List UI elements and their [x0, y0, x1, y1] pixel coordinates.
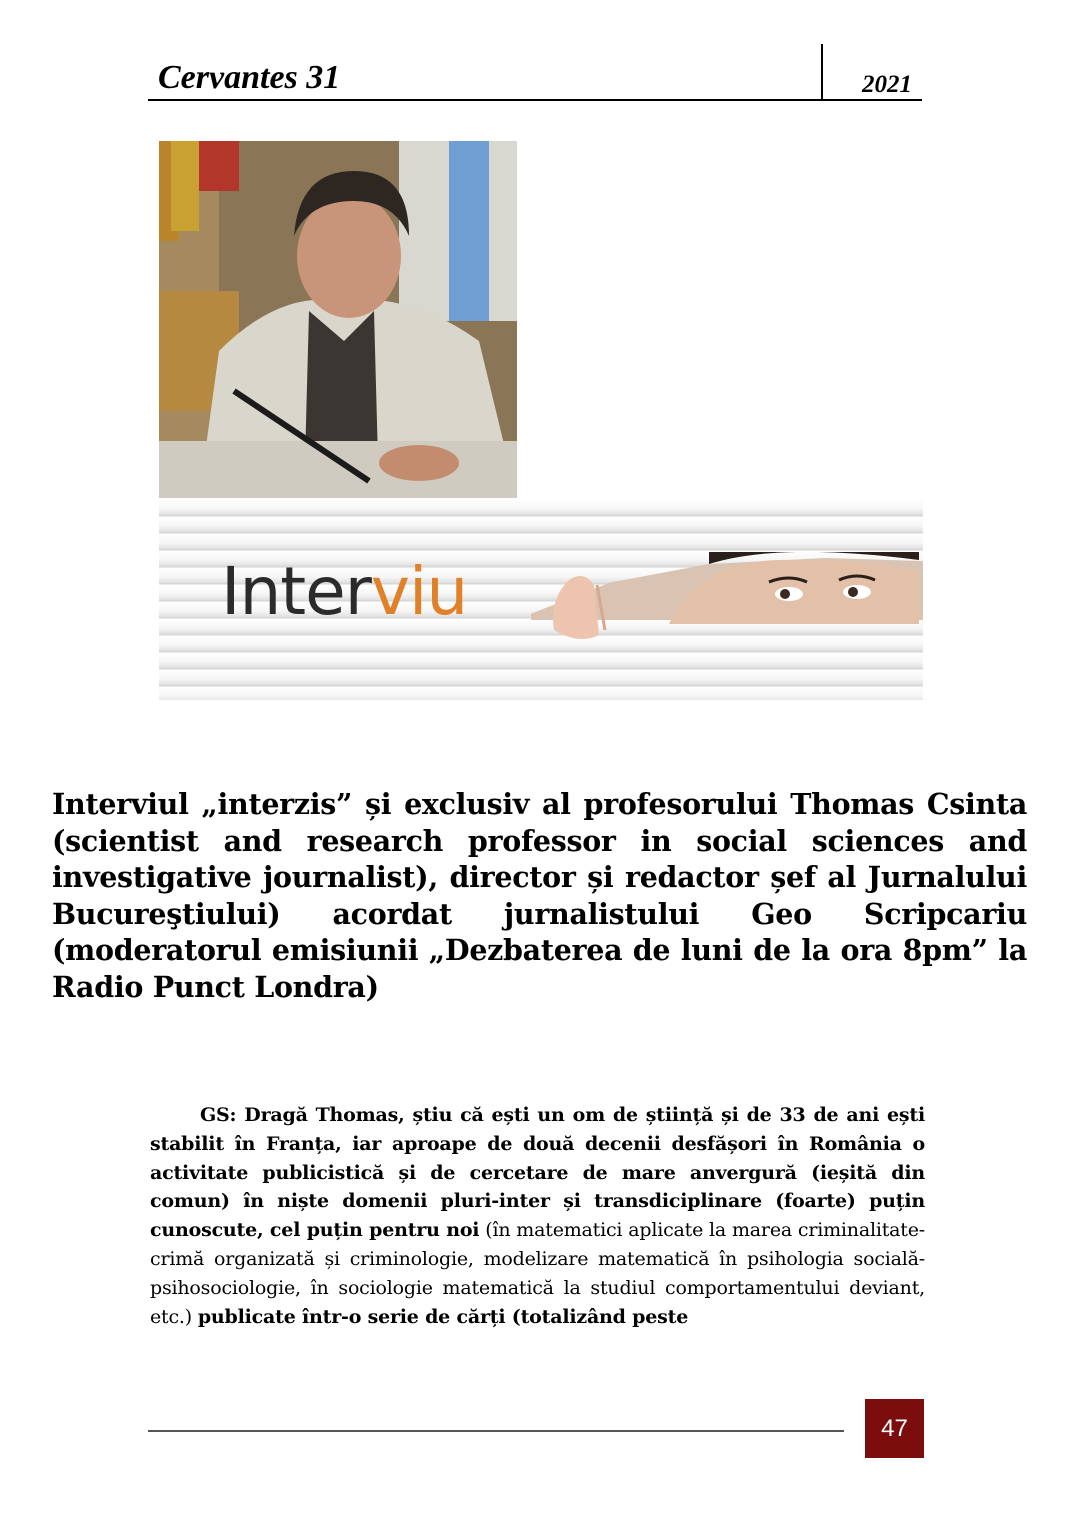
interview-banner: [159, 500, 923, 700]
interviewee-photo: [159, 141, 517, 498]
page-number: 47: [881, 1414, 908, 1442]
question-bold-continuation: publicate într-o serie de cărți (totalizând peste: [197, 1305, 689, 1328]
journal-year: 2021: [862, 71, 912, 98]
article-title: Interviul „interzis” și exclusiv al profesorului Thomas Csinta (scientist and research professor in social sciences and investigative journalist), director și redactor șef al Jurnalului Bucureştiului) acordat jurnalistului Geo Scripcariu (moderatorul emisiunii „Dezbaterea de luni de la ora 8pm” la Radio Punct Londra): [52, 787, 1027, 1004]
portrait-image: [159, 141, 517, 498]
header-divider-vertical: [821, 44, 823, 100]
question-bold-text: GS: Dragă Thomas, știu că ești un om de știință și de 33 de ani ești stabilit în Franța, iar aproape de două decenii desfășori în România o activitate publicistică și de cercetare de mare anvergură (ieșită din comun) în niște domenii pluri-inter și transdiciplinare (foarte) puțin cunoscute, cel puțin pentru noi: [150, 1104, 925, 1242]
hand-image: [539, 560, 629, 650]
peeking-woman-image: [589, 552, 919, 624]
header-divider: [148, 99, 922, 101]
banner-word-interviu: [221, 554, 467, 630]
banner-word-dark: Inter: [221, 553, 371, 630]
question-regular-text: (în matematici aplicate la marea criminalitate-crimă organizată și criminologie, modelizare matematică în psihologia socială-psihosociologie, în sociologie matematică la studiul comportamentului deviant, etc.): [150, 1219, 925, 1328]
page-number-badge: [865, 1399, 924, 1458]
footer-divider: [148, 1430, 844, 1432]
banner-word-accent: viu: [370, 553, 468, 630]
journal-title: Cervantes 31: [158, 59, 341, 96]
article-body: [150, 1101, 925, 1331]
